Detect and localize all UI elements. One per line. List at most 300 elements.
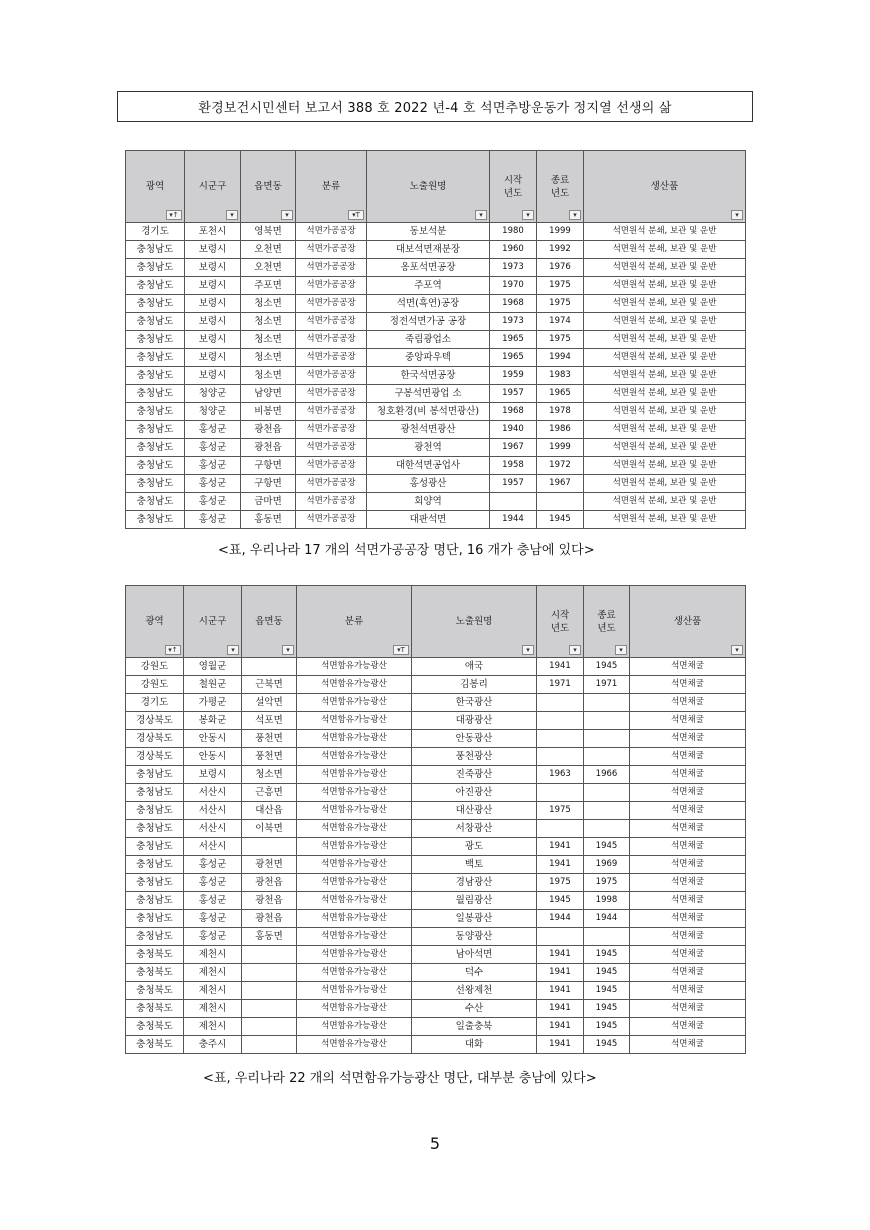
table-row bbox=[126, 457, 746, 475]
table-row bbox=[126, 658, 746, 676]
table-row bbox=[126, 1018, 746, 1036]
cell-end-year: 1975 bbox=[537, 277, 584, 295]
cell-product: 석면원석 분쇄, 보관 및 운반 bbox=[584, 493, 746, 511]
cell-category: 석면함유가능광산 bbox=[297, 910, 412, 928]
cell-end-year: 1975 bbox=[537, 295, 584, 313]
table-row bbox=[126, 982, 746, 1000]
cell-product: 석면채굴 bbox=[630, 802, 746, 820]
table-row bbox=[126, 223, 746, 241]
cell-city: 서산시 bbox=[184, 784, 242, 802]
cell-town: 청소면 bbox=[241, 331, 296, 349]
cell-city: 홍성군 bbox=[185, 511, 241, 529]
table-row bbox=[126, 277, 746, 295]
cell-province: 강원도 bbox=[126, 676, 184, 694]
filter-dropdown-icon[interactable]: ▾ bbox=[475, 210, 487, 220]
table-row bbox=[126, 802, 746, 820]
cell-town: 홍동면 bbox=[241, 511, 296, 529]
cell-city: 제천시 bbox=[184, 1000, 242, 1018]
cell-town: 오천면 bbox=[241, 259, 296, 277]
cell-province: 강원도 bbox=[126, 658, 184, 676]
cell-site-name: 회양역 bbox=[367, 493, 490, 511]
table2-caption: <표, 우리나라 22 개의 석면함유가능광산 명단, 대부분 충남에 있다> bbox=[203, 1071, 597, 1086]
cell-province: 충청남도 bbox=[126, 367, 185, 385]
cell-town: 청소면 bbox=[241, 349, 296, 367]
column-header-site-name bbox=[412, 586, 537, 658]
cell-province: 충청남도 bbox=[126, 784, 184, 802]
cell-end-year: 1966 bbox=[584, 766, 630, 784]
cell-province: 충청남도 bbox=[126, 439, 185, 457]
cell-province: 경상북도 bbox=[126, 748, 184, 766]
cell-city: 홍성군 bbox=[184, 892, 242, 910]
cell-start-year: 1941 bbox=[537, 982, 584, 1000]
column-header-category bbox=[297, 586, 412, 658]
cell-category: 석면함유가능광산 bbox=[297, 946, 412, 964]
cell-site-name: 대산광산 bbox=[412, 802, 537, 820]
cell-product: 석면채굴 bbox=[630, 748, 746, 766]
cell-province: 충청남도 bbox=[126, 820, 184, 838]
cell-end-year: 1971 bbox=[584, 676, 630, 694]
cell-start-year: 1967 bbox=[490, 439, 537, 457]
cell-start-year: 1957 bbox=[490, 385, 537, 403]
cell-province: 경상북도 bbox=[126, 730, 184, 748]
cell-province: 충청남도 bbox=[126, 892, 184, 910]
cell-town: 오천면 bbox=[241, 241, 296, 259]
table-row bbox=[126, 1036, 746, 1054]
cell-start-year: 1965 bbox=[490, 331, 537, 349]
cell-product: 석면채굴 bbox=[630, 874, 746, 892]
column-header-start-year bbox=[537, 586, 584, 658]
cell-city: 보령시 bbox=[185, 259, 241, 277]
cell-product: 석면원석 분쇄, 보관 및 운반 bbox=[584, 367, 746, 385]
cell-site-name: 애국 bbox=[412, 658, 537, 676]
cell-product: 석면채굴 bbox=[630, 1036, 746, 1054]
table-row bbox=[126, 676, 746, 694]
column-header-end-year bbox=[584, 586, 630, 658]
cell-end-year: 1945 bbox=[584, 658, 630, 676]
cell-town: 이북면 bbox=[242, 820, 297, 838]
cell-start-year bbox=[537, 784, 584, 802]
cell-town: 청소면 bbox=[241, 295, 296, 313]
table-row bbox=[126, 928, 746, 946]
cell-category: 석면가공공장 bbox=[296, 385, 367, 403]
cell-category: 석면함유가능광산 bbox=[297, 838, 412, 856]
cell-category: 석면가공공장 bbox=[296, 493, 367, 511]
cell-site-name: 선왕제천 bbox=[412, 982, 537, 1000]
cell-start-year: 1945 bbox=[537, 892, 584, 910]
cell-start-year: 1958 bbox=[490, 457, 537, 475]
cell-category: 석면가공공장 bbox=[296, 367, 367, 385]
cell-category: 석면함유가능광산 bbox=[297, 874, 412, 892]
cell-city: 홍성군 bbox=[184, 928, 242, 946]
cell-product: 석면원석 분쇄, 보관 및 운반 bbox=[584, 385, 746, 403]
column-header-label: 생산품 bbox=[650, 181, 679, 192]
cell-start-year: 1975 bbox=[537, 802, 584, 820]
cell-start-year: 1959 bbox=[490, 367, 537, 385]
cell-city: 홍성군 bbox=[184, 910, 242, 928]
cell-product: 석면채굴 bbox=[630, 892, 746, 910]
filter-dropdown-icon[interactable]: ▾↑ bbox=[166, 210, 182, 220]
column-header-site-name bbox=[367, 151, 490, 223]
cell-city: 안동시 bbox=[184, 730, 242, 748]
cell-end-year: 1965 bbox=[537, 385, 584, 403]
cell-province: 충청북도 bbox=[126, 982, 184, 1000]
filter-dropdown-icon[interactable]: ▾ bbox=[615, 645, 627, 655]
table-row bbox=[126, 439, 746, 457]
table-row bbox=[126, 511, 746, 529]
cell-end-year: 1999 bbox=[537, 223, 584, 241]
cell-product: 석면원석 분쇄, 보관 및 운반 bbox=[584, 295, 746, 313]
cell-start-year: 1973 bbox=[490, 313, 537, 331]
cell-site-name: 덕수 bbox=[412, 964, 537, 982]
cell-product: 석면채굴 bbox=[630, 928, 746, 946]
cell-start-year: 1940 bbox=[490, 421, 537, 439]
table-row bbox=[126, 241, 746, 259]
cell-town: 설악면 bbox=[242, 694, 297, 712]
cell-category: 석면함유가능광산 bbox=[297, 1036, 412, 1054]
cell-site-name: 대보석면재분장 bbox=[367, 241, 490, 259]
cell-province: 충청남도 bbox=[126, 802, 184, 820]
filter-dropdown-icon[interactable]: ▾ bbox=[569, 210, 581, 220]
cell-town: 홍동면 bbox=[242, 928, 297, 946]
cell-end-year: 1945 bbox=[584, 964, 630, 982]
column-header-city bbox=[185, 151, 241, 223]
cell-city: 충주시 bbox=[184, 1036, 242, 1054]
cell-category: 석면함유가능광산 bbox=[297, 964, 412, 982]
table-row bbox=[126, 421, 746, 439]
filter-dropdown-icon[interactable]: ▾ bbox=[569, 645, 581, 655]
column-header-label: 종료 년도 bbox=[597, 609, 616, 634]
table-row bbox=[126, 403, 746, 421]
cell-site-name: 중앙파우텍 bbox=[367, 349, 490, 367]
cell-site-name: 백토 bbox=[412, 856, 537, 874]
cell-product: 석면채굴 bbox=[630, 766, 746, 784]
cell-site-name: 죽림광업소 bbox=[367, 331, 490, 349]
cell-product: 석면원석 분쇄, 보관 및 운반 bbox=[584, 313, 746, 331]
column-header-category bbox=[296, 151, 367, 223]
cell-end-year bbox=[584, 784, 630, 802]
page-number: 5 bbox=[429, 1134, 441, 1153]
table-row bbox=[126, 475, 746, 493]
cell-town: 청소면 bbox=[242, 766, 297, 784]
cell-site-name: 일출충북 bbox=[412, 1018, 537, 1036]
cell-category: 석면함유가능광산 bbox=[297, 676, 412, 694]
cell-start-year: 1941 bbox=[537, 946, 584, 964]
cell-start-year: 1941 bbox=[537, 1000, 584, 1018]
cell-city: 보령시 bbox=[185, 295, 241, 313]
cell-city: 보령시 bbox=[185, 367, 241, 385]
cell-category: 석면함유가능광산 bbox=[297, 694, 412, 712]
cell-end-year: 1994 bbox=[537, 349, 584, 367]
cell-town bbox=[242, 1018, 297, 1036]
cell-category: 석면가공공장 bbox=[296, 439, 367, 457]
cell-category: 석면함유가능광산 bbox=[297, 1018, 412, 1036]
column-header-province bbox=[126, 586, 184, 658]
cell-town: 풍천면 bbox=[242, 748, 297, 766]
cell-end-year: 1974 bbox=[537, 313, 584, 331]
filter-dropdown-icon[interactable]: ▾ bbox=[731, 645, 743, 655]
cell-end-year bbox=[584, 730, 630, 748]
cell-product: 석면채굴 bbox=[630, 838, 746, 856]
cell-site-name: 광도 bbox=[412, 838, 537, 856]
cell-site-name: 청호환경(비 봉석면광산) bbox=[367, 403, 490, 421]
column-header-label: 시작 년도 bbox=[503, 174, 523, 199]
table-row bbox=[126, 874, 746, 892]
cell-site-name: 대화 bbox=[412, 1036, 537, 1054]
cell-town: 비봉면 bbox=[241, 403, 296, 421]
cell-province: 충청북도 bbox=[126, 1018, 184, 1036]
cell-city: 포천시 bbox=[185, 223, 241, 241]
cell-site-name: 진죽광산 bbox=[412, 766, 537, 784]
cell-category: 석면함유가능광산 bbox=[297, 928, 412, 946]
cell-city: 홍성군 bbox=[185, 475, 241, 493]
cell-product: 석면채굴 bbox=[630, 1000, 746, 1018]
cell-end-year: 1945 bbox=[584, 838, 630, 856]
cell-product: 석면채굴 bbox=[630, 856, 746, 874]
cell-product: 석면채굴 bbox=[630, 676, 746, 694]
cell-city: 홍성군 bbox=[185, 439, 241, 457]
cell-town bbox=[242, 1036, 297, 1054]
cell-city: 보령시 bbox=[184, 766, 242, 784]
cell-province: 충청남도 bbox=[126, 403, 185, 421]
cell-start-year bbox=[537, 748, 584, 766]
cell-site-name: 한국광산 bbox=[412, 694, 537, 712]
filter-dropdown-icon[interactable]: ▾ bbox=[281, 210, 293, 220]
cell-town bbox=[242, 946, 297, 964]
cell-start-year: 1975 bbox=[537, 874, 584, 892]
table-row bbox=[126, 766, 746, 784]
column-header-label: 노출원명 bbox=[455, 616, 493, 627]
cell-site-name: 옹포석면공장 bbox=[367, 259, 490, 277]
cell-end-year bbox=[537, 493, 584, 511]
cell-city: 보령시 bbox=[185, 313, 241, 331]
cell-start-year: 1941 bbox=[537, 856, 584, 874]
column-header-label: 광역 bbox=[145, 181, 165, 192]
cell-site-name: 경남광산 bbox=[412, 874, 537, 892]
cell-category: 석면가공공장 bbox=[296, 331, 367, 349]
cell-end-year: 1945 bbox=[584, 982, 630, 1000]
cell-end-year: 1998 bbox=[584, 892, 630, 910]
cell-city: 보령시 bbox=[185, 349, 241, 367]
cell-start-year: 1973 bbox=[490, 259, 537, 277]
cell-town: 근북면 bbox=[242, 676, 297, 694]
cell-province: 충청남도 bbox=[126, 457, 185, 475]
cell-category: 석면가공공장 bbox=[296, 457, 367, 475]
cell-site-name: 안동광산 bbox=[412, 730, 537, 748]
cell-category: 석면함유가능광산 bbox=[297, 748, 412, 766]
cell-start-year: 1965 bbox=[490, 349, 537, 367]
cell-start-year: 1970 bbox=[490, 277, 537, 295]
cell-site-name: 주포역 bbox=[367, 277, 490, 295]
cell-town: 청소면 bbox=[241, 367, 296, 385]
cell-end-year: 1978 bbox=[537, 403, 584, 421]
cell-site-name: 대광광산 bbox=[412, 712, 537, 730]
cell-province: 충청남도 bbox=[126, 874, 184, 892]
column-header-label: 시작 년도 bbox=[550, 609, 570, 634]
cell-start-year: 1941 bbox=[537, 1018, 584, 1036]
cell-category: 석면가공공장 bbox=[296, 313, 367, 331]
column-header-label: 생산품 bbox=[673, 616, 702, 627]
table-row bbox=[126, 1000, 746, 1018]
filter-dropdown-icon[interactable]: ▾ bbox=[282, 645, 294, 655]
cell-category: 석면함유가능광산 bbox=[297, 658, 412, 676]
cell-end-year: 1992 bbox=[537, 241, 584, 259]
cell-product: 석면채굴 bbox=[630, 712, 746, 730]
table-row bbox=[126, 313, 746, 331]
cell-town: 광천읍 bbox=[242, 874, 297, 892]
cell-town: 광천읍 bbox=[242, 910, 297, 928]
cell-product: 석면원석 분쇄, 보관 및 운반 bbox=[584, 349, 746, 367]
cell-start-year: 1963 bbox=[537, 766, 584, 784]
cell-town bbox=[242, 982, 297, 1000]
cell-end-year: 1969 bbox=[584, 856, 630, 874]
cell-category: 석면가공공장 bbox=[296, 241, 367, 259]
cell-start-year: 1941 bbox=[537, 658, 584, 676]
cell-end-year bbox=[584, 928, 630, 946]
cell-province: 충청남도 bbox=[126, 856, 184, 874]
cell-town bbox=[242, 964, 297, 982]
table-row bbox=[126, 856, 746, 874]
cell-end-year bbox=[584, 712, 630, 730]
asbestos-mines-table bbox=[125, 585, 746, 1054]
cell-site-name: 동양광산 bbox=[412, 928, 537, 946]
cell-city: 가평군 bbox=[184, 694, 242, 712]
cell-product: 석면원석 분쇄, 보관 및 운반 bbox=[584, 241, 746, 259]
cell-category: 석면함유가능광산 bbox=[297, 892, 412, 910]
cell-start-year: 1980 bbox=[490, 223, 537, 241]
column-header-town bbox=[242, 586, 297, 658]
cell-category: 석면가공공장 bbox=[296, 349, 367, 367]
cell-start-year bbox=[537, 712, 584, 730]
filter-dropdown-icon[interactable]: ▾T bbox=[348, 210, 364, 220]
cell-product: 석면채굴 bbox=[630, 658, 746, 676]
cell-start-year: 1944 bbox=[490, 511, 537, 529]
filter-dropdown-icon[interactable]: ▾ bbox=[227, 645, 239, 655]
cell-product: 석면원석 분쇄, 보관 및 운반 bbox=[584, 403, 746, 421]
cell-city: 제천시 bbox=[184, 964, 242, 982]
cell-town: 풍천면 bbox=[242, 730, 297, 748]
cell-site-name: 대한석면공업사 bbox=[367, 457, 490, 475]
cell-category: 석면함유가능광산 bbox=[297, 1000, 412, 1018]
filter-dropdown-icon[interactable]: ▾ bbox=[522, 645, 534, 655]
cell-product: 석면채굴 bbox=[630, 1018, 746, 1036]
cell-province: 충청북도 bbox=[126, 1036, 184, 1054]
cell-start-year bbox=[537, 730, 584, 748]
cell-site-name: 풍천광산 bbox=[412, 748, 537, 766]
cell-province: 충청남도 bbox=[126, 259, 185, 277]
cell-product: 석면원석 분쇄, 보관 및 운반 bbox=[584, 331, 746, 349]
cell-end-year: 1972 bbox=[537, 457, 584, 475]
cell-town bbox=[242, 658, 297, 676]
column-header-label: 종료 년도 bbox=[550, 174, 570, 199]
cell-town: 구항면 bbox=[241, 475, 296, 493]
filter-dropdown-icon[interactable]: ▾↑ bbox=[165, 645, 181, 655]
cell-product: 석면원석 분쇄, 보관 및 운반 bbox=[584, 421, 746, 439]
cell-product: 석면채굴 bbox=[630, 730, 746, 748]
cell-start-year: 1971 bbox=[537, 676, 584, 694]
column-header-label: 분류 bbox=[344, 616, 364, 627]
cell-province: 충청남도 bbox=[126, 295, 185, 313]
cell-category: 석면가공공장 bbox=[296, 511, 367, 529]
report-title: 환경보건시민센터 보고서 388 호 2022 년-4 호 석면추방운동가 정지열 선생의 삶 bbox=[198, 101, 672, 116]
cell-product: 석면채굴 bbox=[630, 910, 746, 928]
cell-product: 석면원석 분쇄, 보관 및 운반 bbox=[584, 475, 746, 493]
cell-town bbox=[242, 1000, 297, 1018]
cell-town: 금마면 bbox=[241, 493, 296, 511]
cell-product: 석면원석 분쇄, 보관 및 운반 bbox=[584, 511, 746, 529]
table-row bbox=[126, 910, 746, 928]
cell-site-name: 대판석면 bbox=[367, 511, 490, 529]
cell-category: 석면함유가능광산 bbox=[297, 856, 412, 874]
cell-end-year: 1945 bbox=[584, 1000, 630, 1018]
cell-category: 석면함유가능광산 bbox=[297, 730, 412, 748]
cell-city: 안동시 bbox=[184, 748, 242, 766]
cell-start-year bbox=[537, 820, 584, 838]
cell-start-year: 1941 bbox=[537, 1036, 584, 1054]
cell-product: 석면채굴 bbox=[630, 784, 746, 802]
cell-province: 충청북도 bbox=[126, 946, 184, 964]
cell-end-year: 1983 bbox=[537, 367, 584, 385]
cell-town: 광천읍 bbox=[241, 421, 296, 439]
cell-province: 충청남도 bbox=[126, 475, 185, 493]
cell-city: 제천시 bbox=[184, 1018, 242, 1036]
cell-end-year: 1975 bbox=[537, 331, 584, 349]
table-row bbox=[126, 349, 746, 367]
filter-dropdown-icon[interactable]: ▾ bbox=[226, 210, 238, 220]
table-row bbox=[126, 730, 746, 748]
cell-city: 홍성군 bbox=[185, 457, 241, 475]
column-header-city bbox=[184, 586, 242, 658]
cell-city: 보령시 bbox=[185, 241, 241, 259]
cell-town: 남양면 bbox=[241, 385, 296, 403]
table-row bbox=[126, 295, 746, 313]
table-row bbox=[126, 385, 746, 403]
cell-end-year: 1945 bbox=[584, 1036, 630, 1054]
asbestos-processing-plants-table bbox=[125, 150, 746, 529]
filter-dropdown-icon[interactable]: ▾ bbox=[731, 210, 743, 220]
cell-end-year: 1967 bbox=[537, 475, 584, 493]
cell-category: 석면가공공장 bbox=[296, 295, 367, 313]
cell-province: 충청남도 bbox=[126, 493, 185, 511]
cell-end-year bbox=[584, 748, 630, 766]
table-row bbox=[126, 838, 746, 856]
cell-start-year bbox=[537, 694, 584, 712]
report-header bbox=[117, 91, 753, 122]
cell-town: 광천읍 bbox=[241, 439, 296, 457]
cell-town: 주포면 bbox=[241, 277, 296, 295]
cell-end-year: 1945 bbox=[584, 946, 630, 964]
table-row bbox=[126, 493, 746, 511]
table-row bbox=[126, 820, 746, 838]
column-header-label: 읍면동 bbox=[255, 616, 283, 627]
cell-product: 석면채굴 bbox=[630, 982, 746, 1000]
filter-dropdown-icon[interactable]: ▾ bbox=[522, 210, 534, 220]
cell-site-name: 석면(흑연)공장 bbox=[367, 295, 490, 313]
column-header-end-year bbox=[537, 151, 584, 223]
column-header-product bbox=[584, 151, 746, 223]
cell-site-name: 서창광산 bbox=[412, 820, 537, 838]
cell-category: 석면가공공장 bbox=[296, 475, 367, 493]
cell-site-name: 수산 bbox=[412, 1000, 537, 1018]
cell-city: 청양군 bbox=[185, 385, 241, 403]
cell-product: 석면원석 분쇄, 보관 및 운반 bbox=[584, 259, 746, 277]
filter-dropdown-icon[interactable]: ▾T bbox=[393, 645, 409, 655]
column-header-label: 분류 bbox=[321, 181, 341, 192]
column-header-start-year bbox=[490, 151, 537, 223]
cell-end-year bbox=[584, 802, 630, 820]
cell-city: 철원군 bbox=[184, 676, 242, 694]
cell-start-year: 1968 bbox=[490, 295, 537, 313]
cell-product: 석면원석 분쇄, 보관 및 운반 bbox=[584, 439, 746, 457]
